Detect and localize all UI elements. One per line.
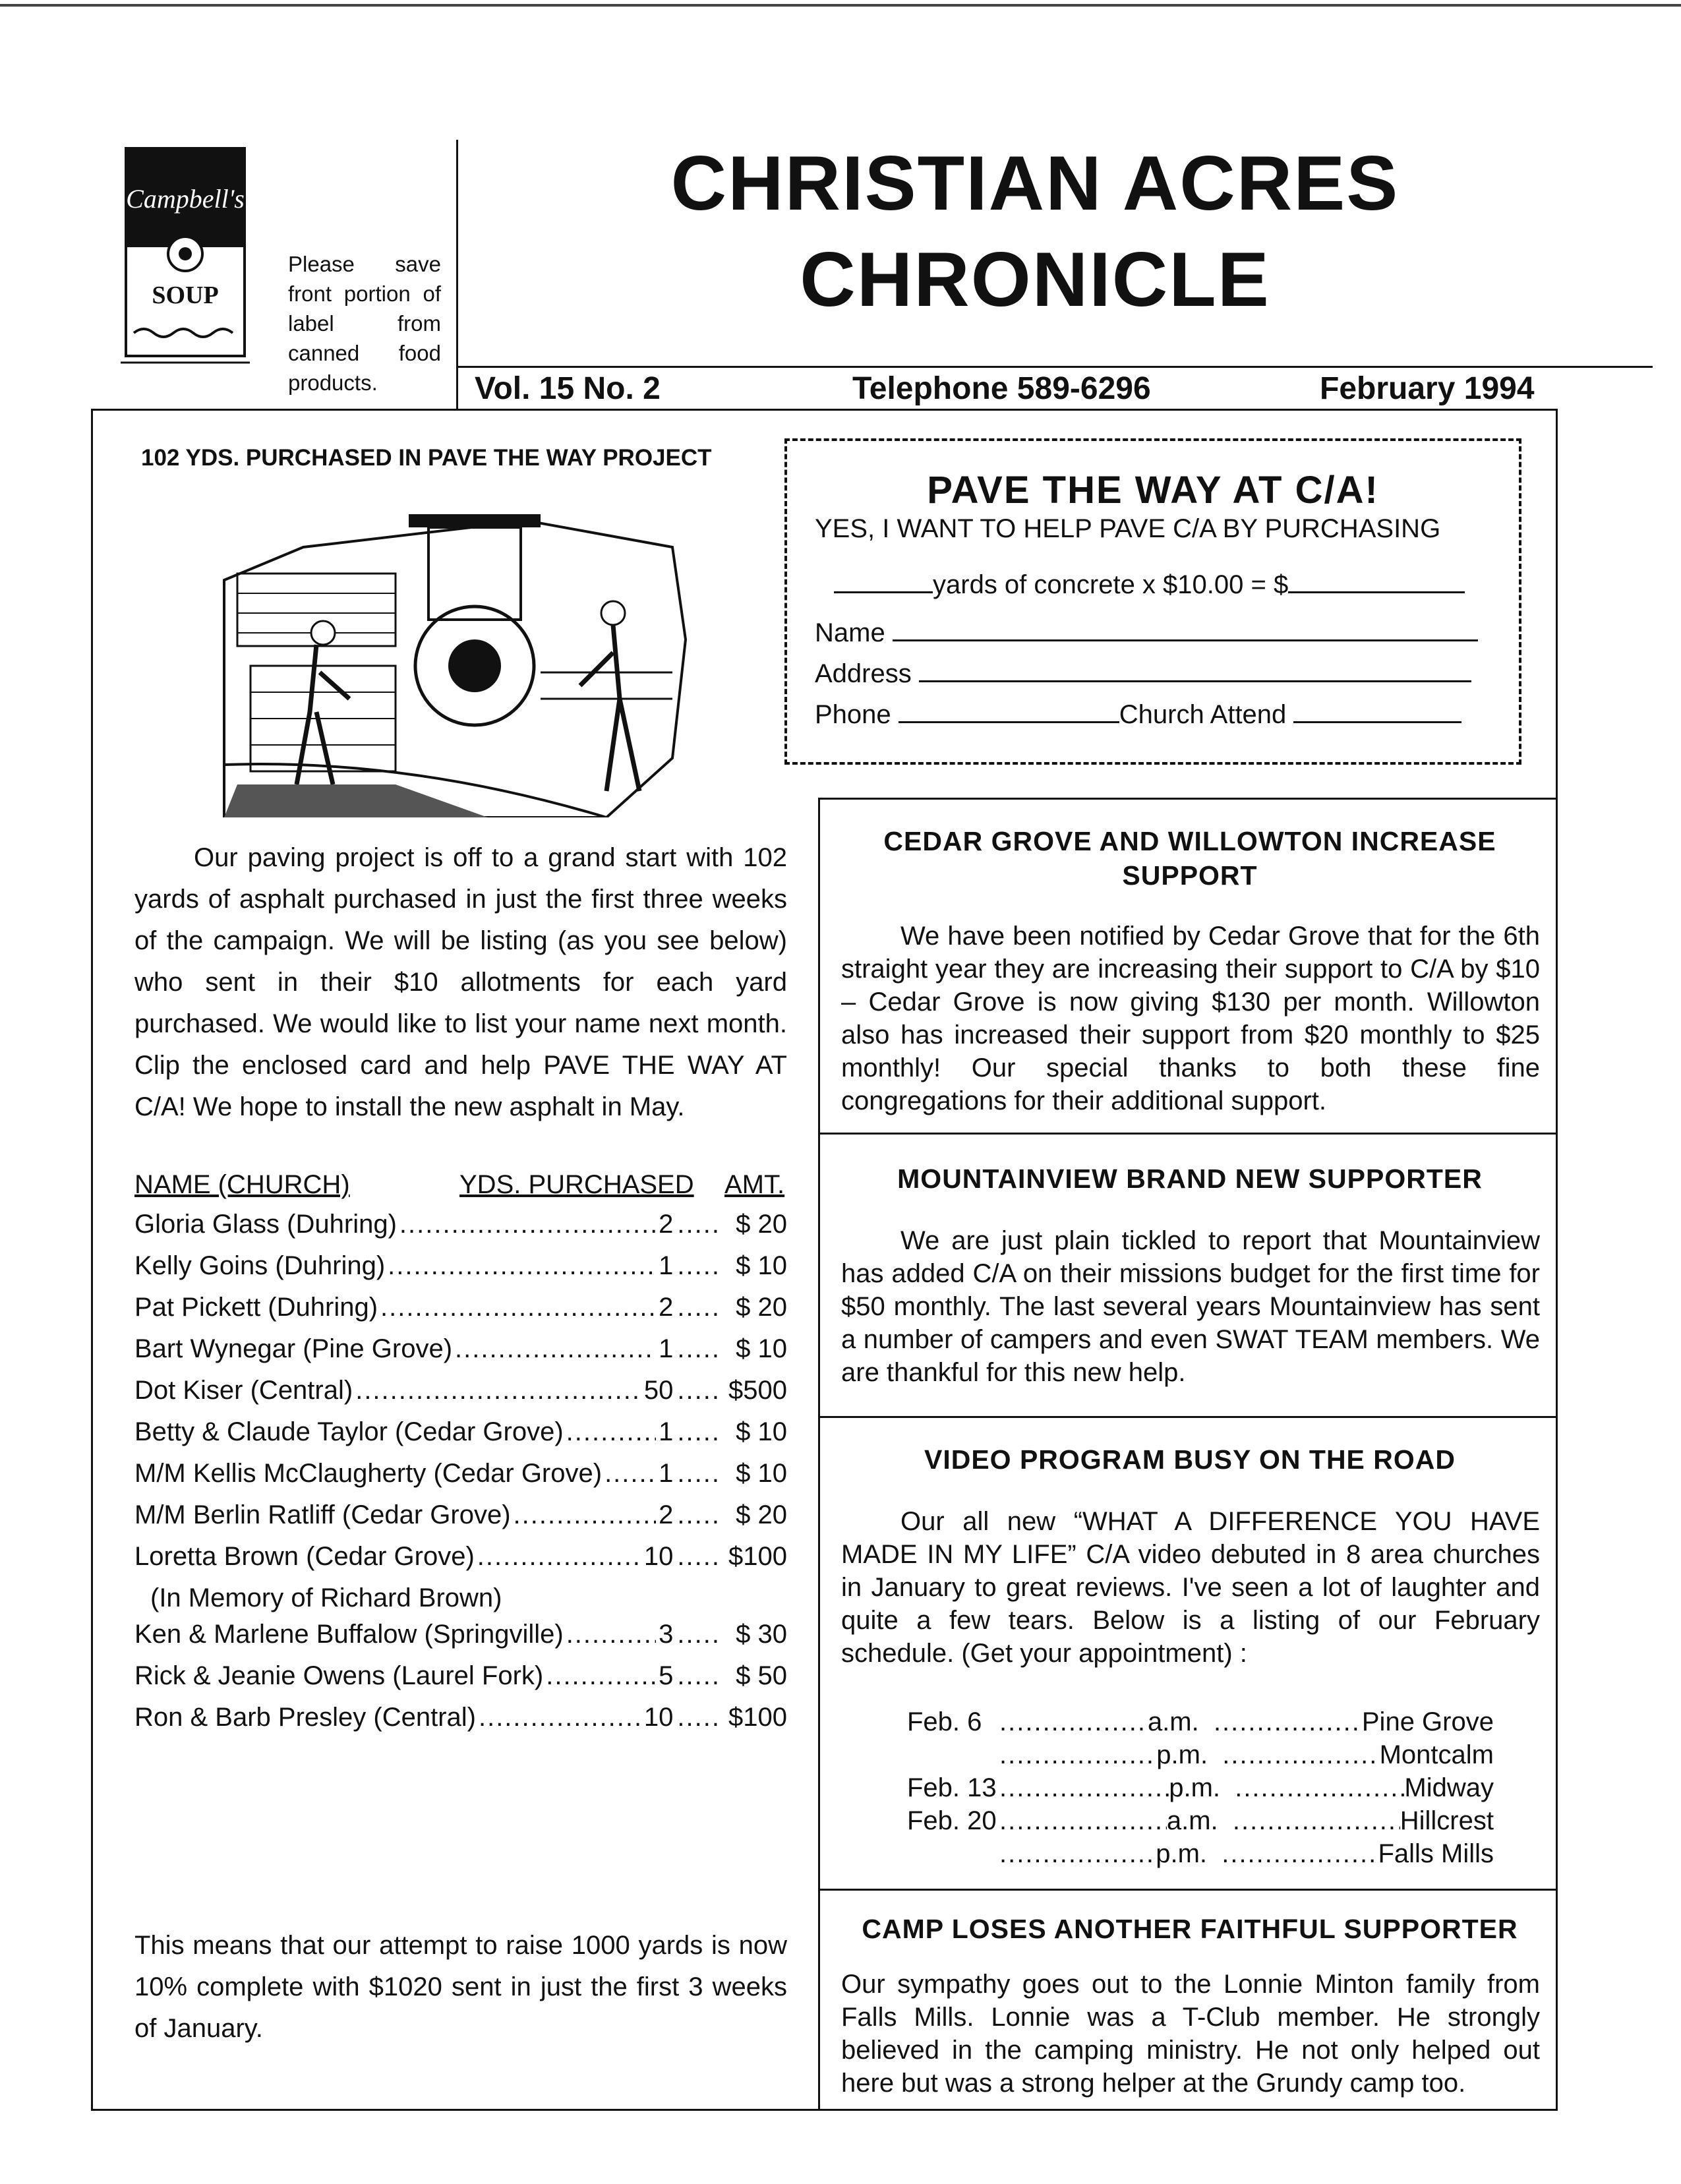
donor-memorial-note: (In Memory of Richard Brown) (150, 1583, 502, 1612)
donor-amount: $500 (728, 1376, 787, 1405)
schedule-time: a.m. (1166, 1806, 1218, 1835)
table-row: M/M Berlin Ratliff (Cedar Grove) ..... 2 ..... $ 20 (134, 1500, 787, 1542)
soup-can-logo (121, 135, 250, 369)
donor-name: Ken & Marlene Buffalow (Springville) (134, 1620, 564, 1649)
camp-body (841, 1968, 1540, 2100)
issue-date: February 1994 (1320, 371, 1535, 406)
col-header-yards: YDS. PURCHASED (459, 1170, 694, 1199)
donor-name: Kelly Goins (Duhring) (134, 1251, 386, 1280)
schedule-date: Feb. 13 (907, 1773, 997, 1802)
mountainview-body (841, 1224, 1540, 1389)
camp-heading: CAMP LOSES ANOTHER FAITHFUL SUPPORTER (862, 1914, 1518, 1944)
schedule-place: Montcalm (1379, 1740, 1494, 1769)
mountainview-body-text: We are just plain tickled to report that Mountainview has added C/A on their missions budget for the first time for $50 monthly. The last several years Mountainview has sent a number of campers and even SWAT TEAM members. We are thankful for this new help. (841, 1226, 1540, 1387)
donor-amount: $ 50 (736, 1661, 787, 1690)
coupon-address-line (815, 659, 1471, 689)
logo-brand-text: Campbell's (126, 184, 245, 214)
video-body-text: Our all new “WHAT A DIFFERENCE YOU HAVE MADE IN MY LIFE” C/A video debuted in 8 area churches in January to great reviews. I've seen a lot of laughter and quite a few tears. Below is a listing of our February schedule. (Get your appointment) : (841, 1507, 1540, 1668)
list-item (907, 1740, 1494, 1773)
schedule-place: Pine Grove (1361, 1707, 1494, 1736)
paving-paragraph (134, 837, 787, 1128)
donor-name: Dot Kiser (Central) (134, 1376, 353, 1405)
right-box-top-border (818, 798, 1558, 800)
schedule-place: Midway (1404, 1773, 1494, 1802)
schedule-time: p.m. (1169, 1773, 1220, 1802)
coupon-yards-line (834, 570, 1465, 600)
donor-amount: $100 (728, 1542, 787, 1571)
campaign-progress-text: This means that our attempt to raise 1000 yards is now 10% complete with $1020 sent in just the first 3 weeks of January. (134, 1931, 787, 2043)
donor-yards: 1 (659, 1459, 674, 1488)
schedule-place: Falls Mills (1378, 1839, 1494, 1868)
donor-yards: 1 (659, 1417, 674, 1446)
donor-name: Betty & Claude Taylor (Cedar Grove) (134, 1417, 564, 1446)
donor-yards: 50 (643, 1376, 674, 1405)
list-item (907, 1707, 1494, 1740)
table-row: Ron & Barb Presley (Central) ..... 10 ..... $100 (134, 1703, 787, 1744)
cedar-body-text: We have been notified by Cedar Grove that for the 6th straight year they are increasing their support to C/A by $10 – Cedar Grove is now giving $130 per month. Willowton also has increased their support from $20 monthly to $25 monthly! Our special thanks to both these fine congregations for their additional support. (841, 922, 1540, 1115)
name-blank[interactable] (893, 618, 1478, 641)
schedule-date: Feb. 20 (907, 1806, 997, 1835)
donor-amount: $ 10 (736, 1334, 787, 1363)
table-row: Ken & Marlene Buffalow (Springville) ..... 3 ..... $ 30 (134, 1620, 787, 1661)
table-row: Kelly Goins (Duhring) ..... 1 ..... $ 10 (134, 1251, 787, 1293)
column-divider (818, 798, 820, 2111)
donor-yards: 1 (659, 1334, 674, 1363)
header-divider-horizontal (456, 366, 1653, 368)
donor-yards: 10 (643, 1542, 674, 1571)
coupon-title: PAVE THE WAY AT C/A! (927, 469, 1379, 512)
table-row: Bart Wynegar (Pine Grove) ..... 1 ..... $ 10 (134, 1334, 787, 1376)
coupon-intro: YES, I WANT TO HELP PAVE C/A BY PURCHASING (815, 514, 1441, 543)
donor-name: Ron & Barb Presley (Central) (134, 1703, 476, 1732)
paving-heading: 102 YDS. PURCHASED IN PAVE THE WAY PROJECT (141, 445, 712, 471)
donor-name: M/M Kellis McClaugherty (Cedar Grove) (134, 1459, 603, 1488)
schedule-time: p.m. (1156, 1839, 1208, 1868)
donor-amount: $100 (728, 1703, 787, 1732)
title-line-2: CHRONICLE (800, 236, 1270, 322)
name-label: Name (815, 618, 885, 647)
masthead-title (501, 135, 1569, 328)
donor-yards: 10 (643, 1703, 674, 1732)
coupon-name-line (815, 618, 1478, 648)
address-label: Address (815, 659, 912, 688)
table-row: Pat Pickett (Duhring) ..... 2 ..... $ 20 (134, 1293, 787, 1334)
donor-yards: 2 (659, 1293, 674, 1322)
table-row: Gloria Glass (Duhring) ..... 2 ..... $ 20 (134, 1210, 787, 1251)
donor-yards: 1 (659, 1251, 674, 1280)
donor-amount: $ 20 (736, 1293, 787, 1322)
yards-label: yards of concrete x $10.00 = $ (933, 570, 1289, 599)
title-line-1: CHRISTIAN ACRES (670, 140, 1400, 226)
top-border-line (0, 4, 1681, 7)
cedar-heading: CEDAR GROVE AND WILLOWTON INCREASE SUPPORT (883, 826, 1496, 891)
paving-paragraph-text: Our paving project is off to a grand start with 102 yards of asphalt purchased in just the first three weeks of the campaign. We will be listing (as you see below) who sent in their $10 allotments for each yard purchased. We would like to list your name next month. Clip the enclosed card and help PAVE THE WAY AT C/A! We hope to install the new asphalt in May. (134, 843, 787, 1121)
col-header-name: NAME (CHURCH) (134, 1170, 350, 1199)
donor-name: M/M Berlin Ratliff (Cedar Grove) (134, 1500, 511, 1529)
video-body (841, 1505, 1540, 1670)
amount-blank[interactable] (1288, 570, 1465, 593)
church-label: Church Attend (1119, 700, 1287, 729)
donor-table-header (134, 1170, 787, 1203)
paving-crew-illustration (211, 475, 699, 817)
donor-yards: 2 (659, 1500, 674, 1529)
list-item (907, 1806, 1494, 1839)
donor-name: Pat Pickett (Duhring) (134, 1293, 378, 1322)
schedule-time: a.m. (1147, 1707, 1199, 1736)
donor-yards: 2 (659, 1210, 674, 1239)
phone-label: Phone (815, 700, 891, 729)
list-item (907, 1773, 1494, 1806)
section-divider (818, 1133, 1558, 1135)
donor-yards: 3 (659, 1620, 674, 1649)
table-row: M/M Kellis McClaugherty (Cedar Grove) ..... 1 ..... $ 10 (134, 1459, 787, 1500)
list-item (907, 1839, 1494, 1872)
video-schedule (907, 1707, 1494, 1872)
cedar-body (841, 920, 1540, 1117)
header-divider-vertical (456, 140, 458, 410)
telephone-number: Telephone 589-6296 (852, 371, 1151, 406)
donor-amount: $ 20 (736, 1500, 787, 1529)
donor-name: Loretta Brown (Cedar Grove) (134, 1542, 475, 1571)
church-blank[interactable] (1293, 700, 1461, 723)
schedule-date: Feb. 6 (907, 1707, 982, 1736)
donor-name: Gloria Glass (Duhring) (134, 1210, 397, 1239)
address-blank[interactable] (919, 659, 1471, 682)
volume-number: Vol. 15 No. 2 (475, 371, 661, 406)
col-header-amount: AMT. (724, 1170, 785, 1199)
donor-amount: $ 20 (736, 1210, 787, 1239)
schedule-place: Hillcrest (1400, 1806, 1494, 1835)
table-row: Betty & Claude Taylor (Cedar Grove) ..... 1 ..... $ 10 (134, 1417, 787, 1459)
donor-amount: $ 10 (736, 1459, 787, 1488)
yards-blank[interactable] (834, 570, 933, 593)
section-divider (818, 1416, 1558, 1418)
donor-amount: $ 10 (736, 1251, 787, 1280)
video-heading: VIDEO PROGRAM BUSY ON THE ROAD (924, 1444, 1456, 1475)
donor-amount: $ 30 (736, 1620, 787, 1649)
logo-product-text: SOUP (152, 281, 219, 309)
donor-amount: $ 10 (736, 1417, 787, 1446)
table-row: Rick & Jeanie Owens (Laurel Fork) ..... 5 ..... $ 50 (134, 1661, 787, 1703)
donor-yards: 5 (659, 1661, 674, 1690)
schedule-time: p.m. (1156, 1740, 1208, 1769)
section-divider (818, 1889, 1558, 1891)
donor-name: Bart Wynegar (Pine Grove) (134, 1334, 453, 1363)
donor-name: Rick & Jeanie Owens (Laurel Fork) (134, 1661, 544, 1690)
table-row: Dot Kiser (Central) ..... 50 ..... $500 (134, 1376, 787, 1417)
save-label-note: Please save front portion of label from canned food products. (288, 252, 441, 395)
table-row: Loretta Brown (Cedar Grove) ..... 10 ..... $100 (134, 1542, 787, 1583)
camp-body-text: Our sympathy goes out to the Lonnie Minton family from Falls Mills. Lonnie was a T-Club member. He strongly believed in the camping ministry. He not only helped out here but was a strong helper at the Grundy camp too. (841, 1970, 1540, 2098)
phone-blank[interactable] (899, 700, 1119, 723)
donor-list (134, 1210, 787, 1744)
coupon-phone-line (815, 700, 1461, 730)
mountainview-heading: MOUNTAINVIEW BRAND NEW SUPPORTER (897, 1164, 1483, 1194)
